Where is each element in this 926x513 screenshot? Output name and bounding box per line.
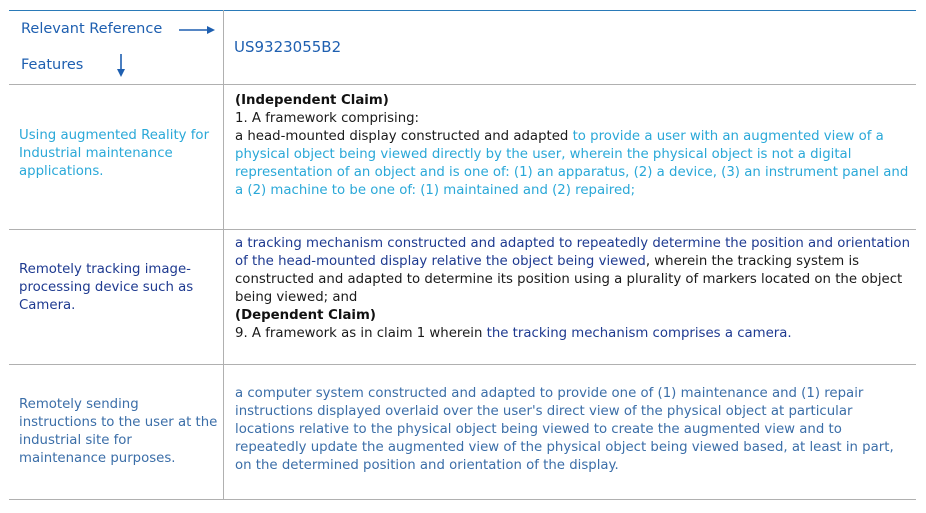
arrow-down-icon (116, 54, 126, 78)
features-label: Features (21, 57, 84, 73)
claim-cell-1 (235, 92, 910, 200)
feature-cell-3: Remotely sending instructions to the user at the industrial site for maintenance purposes. (19, 397, 218, 466)
header-left-cell (21, 10, 221, 84)
feature-cell-1: Using augmented Reality for Industrial maintenance applications. (19, 128, 210, 179)
relevant-reference-label: Relevant Reference (21, 21, 163, 37)
dependent-claim-text (235, 325, 910, 343)
independent-claim-label: (Independent Claim) (235, 93, 389, 108)
claim-cell-3: a computer system constructed and adapted to provide one of (1) maintenance and (1) repair instructions displayed overlaid over the user's direct view of the physical object at particular locations relative to the physical object being viewed to create the augmented view and to repeatedly update the augmented view of the physical object being viewed based, at least in part, on the determined position and orientation of the display. (235, 386, 894, 473)
claim-text-plain: a head-mounted display constructed and adapted (235, 129, 573, 144)
claim-text-plain: , wherein the tracking system is constructed and adapted to determine its position using a plurality of markers located on the object being viewed; and (235, 254, 903, 305)
dependent-claim-highlight: the tracking mechanism comprises a camera. (486, 326, 792, 341)
arrow-right-icon (179, 25, 215, 35)
bottom-border (9, 499, 916, 500)
claim-intro: 1. A framework comprising: (235, 111, 420, 126)
row-divider (9, 364, 916, 365)
row-divider (9, 229, 916, 230)
claim-cell-2 (235, 235, 910, 343)
claim-text-2 (235, 235, 910, 307)
dependent-claim-plain: 9. A framework as in claim 1 wherein (235, 326, 487, 341)
claim-text-highlight: to provide a user with an augmented view of a physical object being viewed directly by the user, wherein the physical object is not a digital representation of an object and is one of: (1) an apparatus, (2) a device, (3) an instrument panel and a (2) machine to be one of: (1) maintained and (2) repaired; (235, 129, 909, 198)
patent-number: US9323055B2 (234, 38, 342, 56)
claim-text-1 (235, 128, 910, 200)
feature-cell-2: Remotely tracking image-processing device such as Camera. (19, 262, 194, 313)
row-divider (9, 84, 916, 85)
dependent-claim-label: (Dependent Claim) (235, 308, 376, 323)
claim-text-highlight: a tracking mechanism constructed and adapted to repeatedly determine the position and orientation of the head-mounted display relative the object being viewed (235, 236, 910, 269)
